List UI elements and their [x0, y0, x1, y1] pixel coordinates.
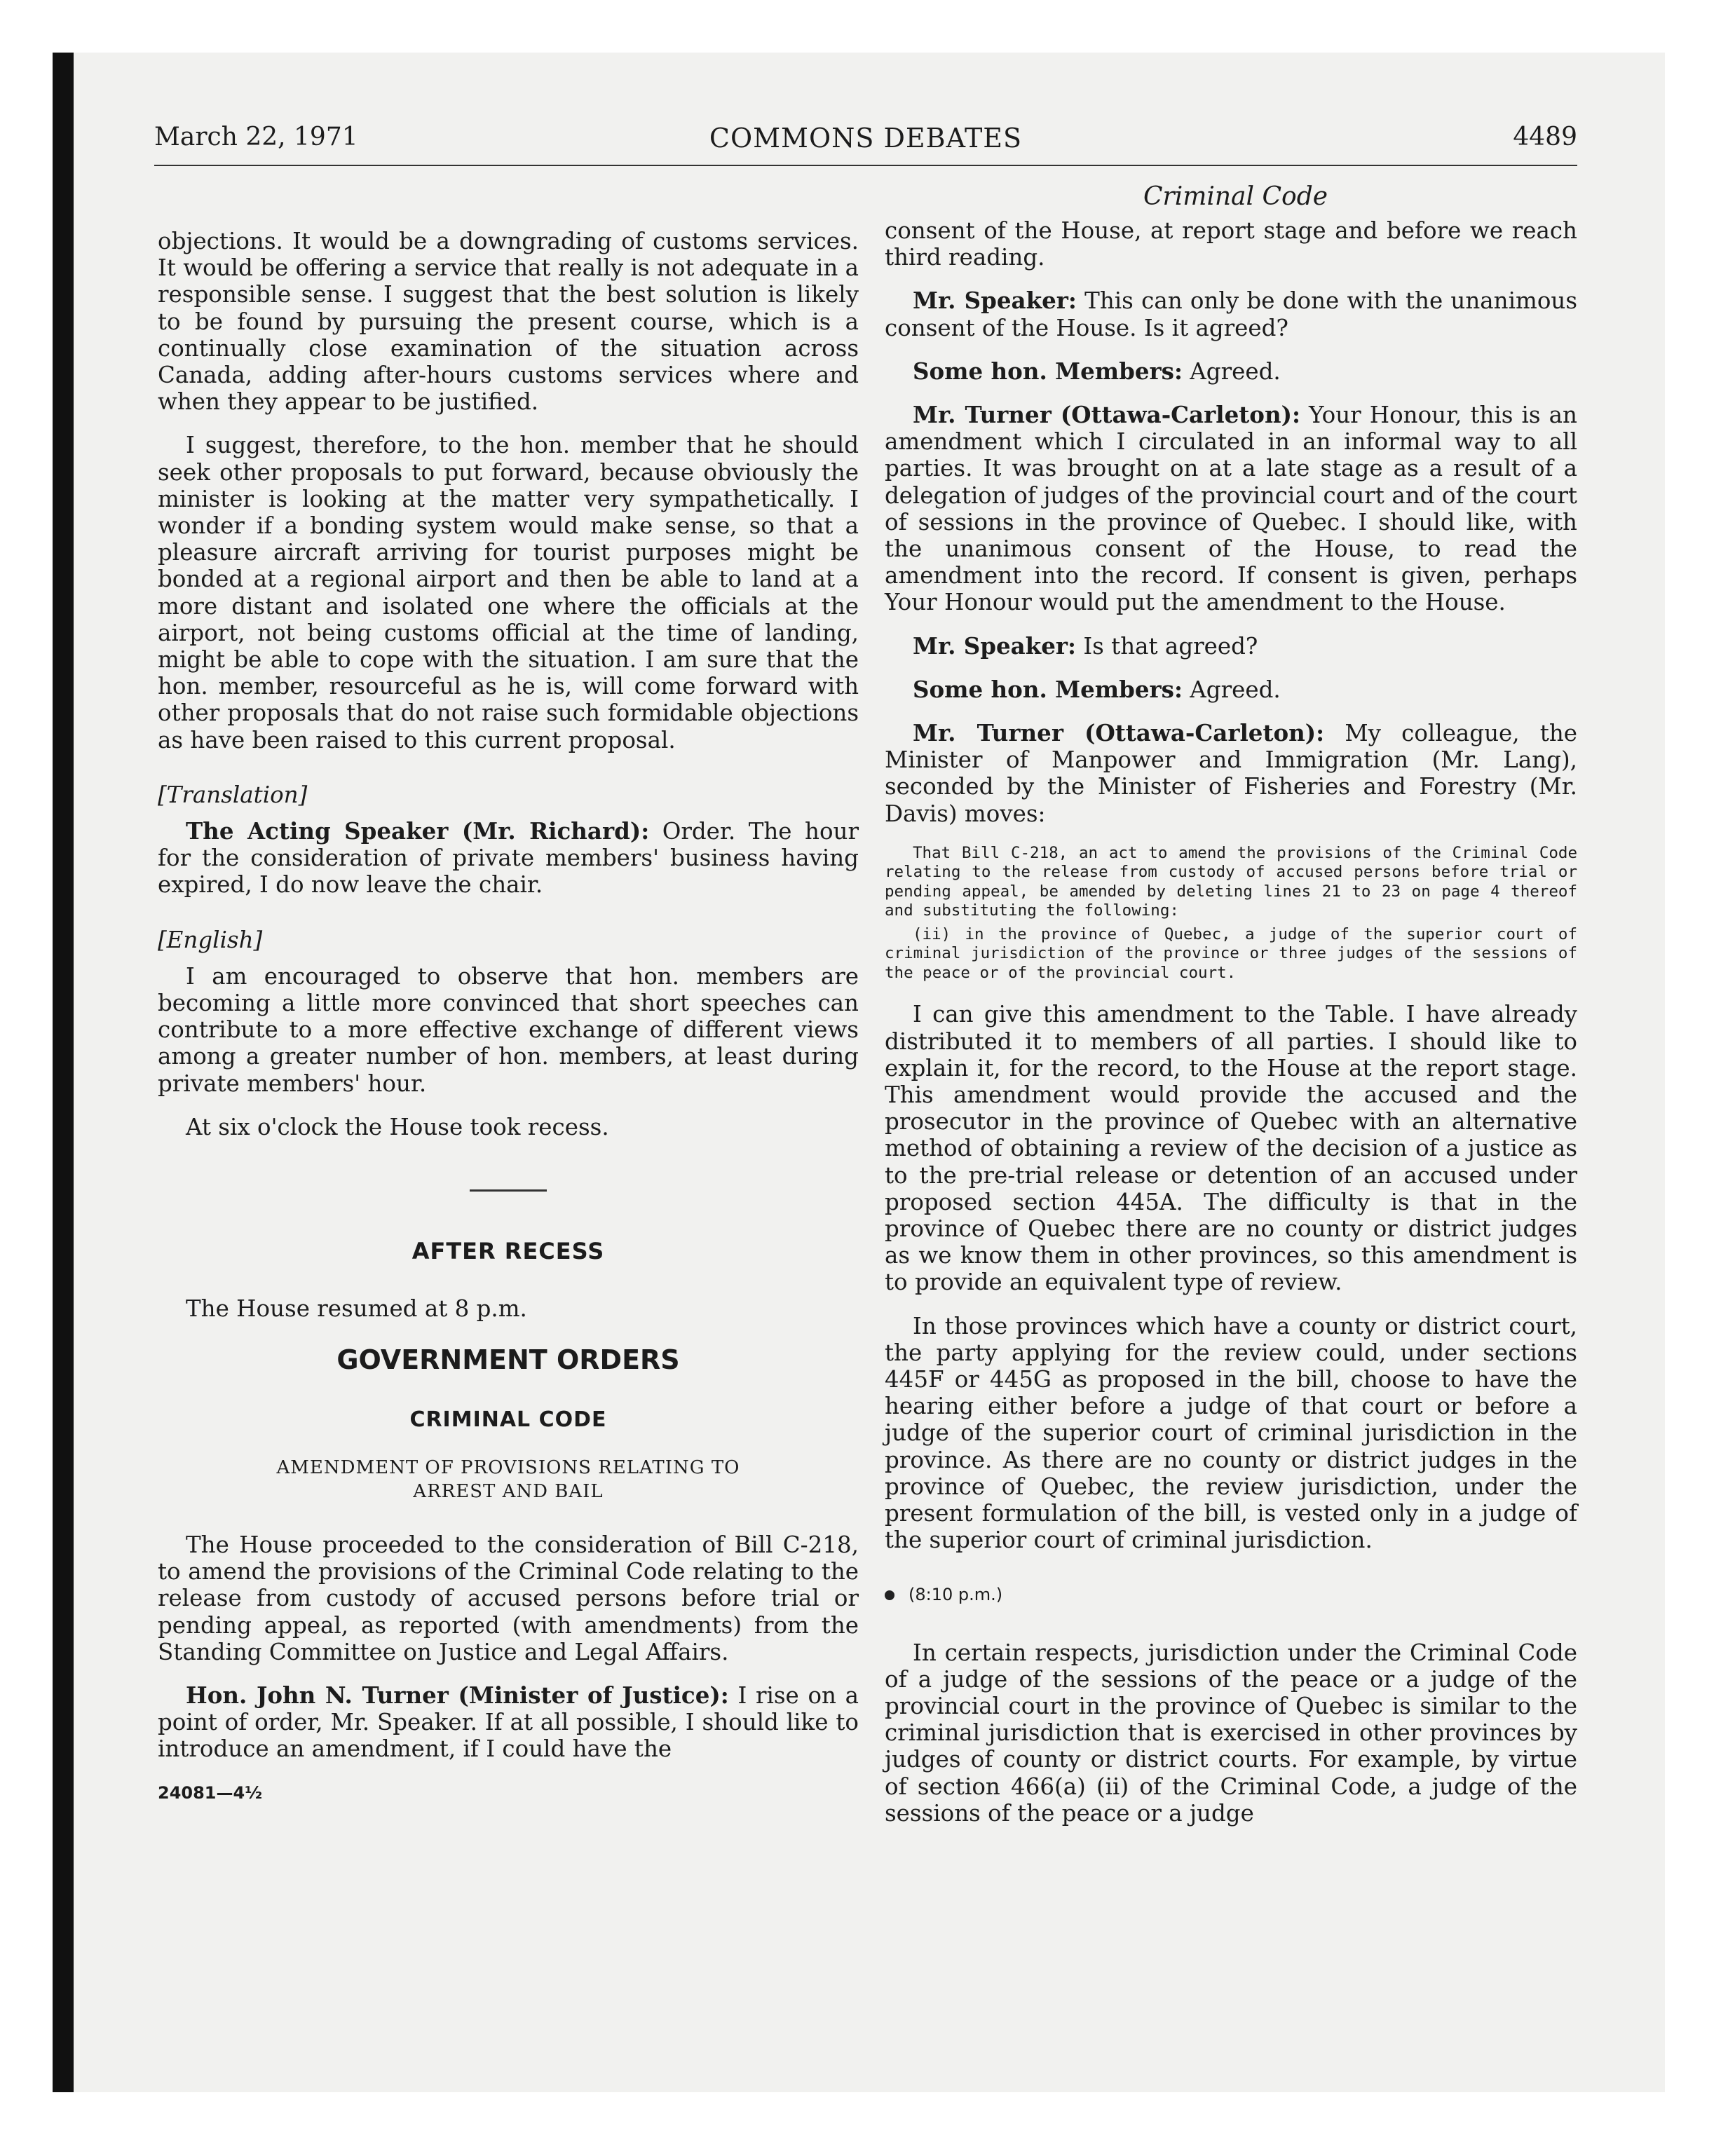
speech-text: My colleague, the Minister of Manpower and Immigration (Mr. Lang), seconded by the Minister of Fisheries and Forestry (Mr. Davis) moves:	[885, 720, 1577, 827]
speech-paragraph	[885, 287, 1577, 341]
subheading-line: AMENDMENT OF PROVISIONS RELATING TO	[276, 1456, 740, 1478]
paragraph: I can give this amendment to the Table. I have already distributed it to members of all parties. I should like to explain it, for the record, to the House at the report stage. This amendment would provide the accused and the prosecutor in the province of Quebec with an alternative method of obtaining a review of the decision of a justice as to the pre-trial release or detention of an accused under proposed section 445A. The difficulty is that in the province of Quebec there are no county or district judges as we know them in other provinces, so this amendment is to provide an equivalent type of review.	[885, 1001, 1577, 1296]
time-text: (8:10 p.m.)	[909, 1585, 1003, 1605]
speaker-name: Mr. Turner (Ottawa-Carleton):	[913, 719, 1325, 747]
speaker-name: Hon. John N. Turner (Minister of Justice):	[186, 1681, 729, 1709]
header-page-number: 4489	[1513, 123, 1577, 151]
speech-text: Your Honour, this is an amendment which I circulated in an informal way to all parties. It was brought on at a late stage as a result of a delegation of judges of the provincial court and of the court of sessions in the province of Quebec. I should like, with the unanimous consent of the House, to read the amendment into the record. If consent is given, perhaps Your Honour would put the amendment to the House.	[885, 402, 1577, 616]
speech-paragraph	[885, 633, 1577, 660]
amendment-quote: (ii) in the province of Quebec, a judge of the superior court of criminal jurisdiction of the province or three judges of the sessions of the peace or of the provincial court.	[885, 925, 1577, 982]
header-title: COMMONS DEBATES	[709, 123, 1023, 153]
bullet-icon	[885, 1590, 894, 1600]
page-header	[154, 123, 1577, 166]
speaker-name: Mr. Speaker:	[913, 287, 1077, 315]
folio-number: 24081—4½	[158, 1782, 263, 1803]
speech-paragraph	[885, 358, 1577, 385]
speech-paragraph	[885, 720, 1577, 827]
speech-text: Agreed.	[1182, 676, 1281, 703]
speech-text: Order. The hour for the consideration of private members' business having expired, I do now leave the chair.	[158, 818, 859, 899]
time-stamp	[885, 1581, 1577, 1608]
section-divider	[470, 1189, 547, 1192]
paragraph: consent of the House, at report stage and before we reach third reading.	[885, 217, 1577, 271]
subheading: CRIMINAL CODE	[409, 1407, 607, 1432]
speech-text: Is that agreed?	[1076, 632, 1258, 660]
paragraph: At six o'clock the House took recess.	[186, 1113, 609, 1140]
speech-paragraph	[158, 818, 859, 899]
speaker-name: The Acting Speaker (Mr. Richard):	[186, 817, 650, 845]
amendment-quote: That Bill C-218, an act to amend the provisions of the Criminal Code relating to the release from custody of accused persons before trial or pending appeal, be amended by deleting lines 21 to 23 on page 4 thereof and substituting the following:	[885, 843, 1577, 920]
speech-paragraph	[158, 1682, 859, 1763]
paragraph: In certain respects, jurisdiction under the Criminal Code of a judge of the sessions of the peace or a judge of the provincial court in the province of Quebec is similar to the criminal jurisdiction that is exercised in other provinces by judges of county or district courts. For example, by virtue of section 466(a) (ii) of the Criminal Code, a judge of the sessions of the peace or a judge	[885, 1639, 1577, 1827]
speech-paragraph	[885, 402, 1577, 616]
left-column	[158, 228, 859, 1806]
speech-text: This can only be done with the unanimous consent of the House. Is it agreed?	[885, 287, 1577, 341]
paragraph: In those provinces which have a county or district court, the party applying for the review could, under sections 445F or 445G as proposed in the bill, choose to have the hearing either before a judge of that court or before a judge of the superior court of criminal jurisdiction in the province. As there are no county or district judges in the province of Quebec, the review jurisdiction, under the present formulation of the bill, is vested only in a judge of the superior court of criminal jurisdiction.	[885, 1312, 1577, 1554]
speech-text: I rise on a point of order, Mr. Speaker. If at all possible, I should like to introduce an amendment, if I could have the	[158, 1681, 859, 1763]
paragraph: I am encouraged to observe that hon. members are becoming a little more convinced that short speeches can contribute to a more effective exchange of different views among a greater number of hon. members, at least during private members' hour.	[158, 962, 859, 1097]
section-heading: AFTER RECESS	[411, 1238, 605, 1265]
subheading-small	[158, 1456, 859, 1503]
translation-marker: [Translation]	[158, 781, 308, 808]
speaker-name: Some hon. Members:	[913, 357, 1183, 385]
speaker-name: Mr. Speaker:	[913, 632, 1076, 660]
speech-paragraph	[885, 676, 1577, 703]
header-date: March 22, 1971	[154, 123, 358, 151]
language-marker: [English]	[158, 926, 263, 953]
running-head: Criminal Code	[1143, 182, 1328, 211]
speech-text: Agreed.	[1182, 357, 1281, 385]
paragraph: The House resumed at 8 p.m.	[186, 1295, 527, 1323]
speaker-name: Mr. Turner (Ottawa-Carleton):	[913, 401, 1300, 429]
scan-border	[0, 0, 53, 2156]
right-column	[885, 217, 1577, 1843]
paragraph: I suggest, therefore, to the hon. member that he should seek other proposals to put forward, because obviously the minister is looking at the matter very sympathetically. I wonder if a bonding system would make sense, so that a pleasure aircraft arriving for tourist purposes might be bonded at a regional airport and then be able to land at a more distant and isolated one where the officials at the airport, not being customs official at the time of landing, might be able to cope with the situation. I am sure that the hon. member, resourceful as he is, will come forward with other proposals that do not raise such formidable objections as have been raised to this current proposal.	[158, 432, 859, 753]
paragraph: objections. It would be a downgrading of customs services. It would be offering a service that really is not adequate in a responsible sense. I suggest that the best solution is likely to be found by pursuing the present course, which is a continually close examination of the situation across Canada, adding after-hours customs services where and when they appear to be justified.	[158, 228, 859, 416]
speaker-name: Some hon. Members:	[913, 675, 1183, 703]
subheading-line: ARREST AND BAIL	[413, 1480, 604, 1502]
paragraph: The House proceeded to the consideration of Bill C-218, to amend the provisions of the Criminal Code relating to the release from custody of accused persons before trial or pending appeal, as reported (with amendments) from the Standing Committee on Justice and Legal Affairs.	[158, 1531, 859, 1665]
section-heading: GOVERNMENT ORDERS	[336, 1344, 680, 1375]
